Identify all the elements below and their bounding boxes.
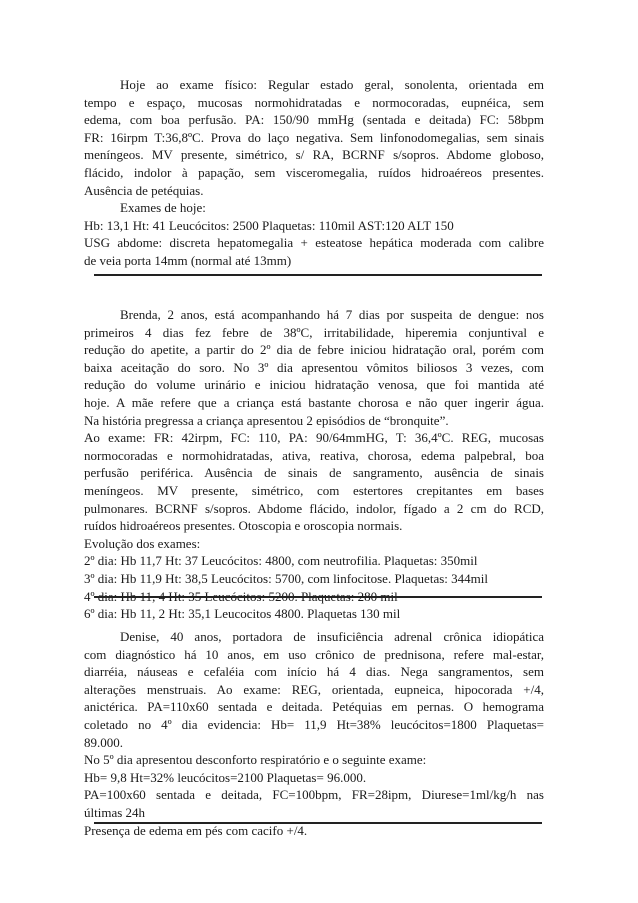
text-line: primeiros 4 dias fez febre de 38ºC, irritabilidade, hiperemia conjuntival e [84,324,544,340]
text-line: meníngeos. MV presente, simétrico, s/ RA, BCRNF s/sopros. Abdome globoso, [84,147,544,163]
text-line: redução do volume urinário e iniciou hidratação venosa, que foi mantida até [84,377,544,393]
text-line: Ao exame: FR: 42irpm, FC: 110, PA: 90/64mmHG, T: 36,4ºC. REG, mucosas [84,430,544,446]
text-line: 2º dia: Hb 11,7 Ht: 37 Leucócitos: 4800, com neutrofilia. Plaquetas: 350mil [84,553,478,569]
text-line: coletado no 4º dia evidencia: Hb= 11,9 Ht=38% leucócitos=1800 Plaquetas= [84,716,544,732]
text-line: 89.000. [84,734,123,750]
case-3-paragraph [84,628,544,839]
text-line: meníngeos. MV presente, simétrico, com estertores crepitantes em bases [84,482,544,498]
text-line: Denise, 40 anos, portadora de insuficiência adrenal crônica idiopática [120,629,544,644]
text-line: ruídos hidroaéreos presentes. Otoscopia e oroscopia normais. [84,518,403,534]
text-line: Hb= 9,8 Ht=32% leucócitos=2100 Plaquetas= 96.000. [84,769,367,785]
text-line: últimas 24h [84,804,146,820]
text-line: Evolução dos exames: [84,535,201,551]
section-divider [94,822,542,824]
section-divider [94,596,542,598]
text-line: anictérica. PA=110x60 sentada e deitada. Petéquias em pernas. O hemograma [84,699,544,715]
text-line: Exames de hoje: [120,200,206,216]
text-line: PA=100x60 sentada e deitada, FC=100bpm, FR=28ipm, Diurese=1ml/kg/h nas [84,787,544,803]
case-1-paragraph [84,76,544,270]
text-line: perfusão periférica. Ausência de sinais de sangramento, ausência de sinais [84,465,544,481]
text-line: baixa aceitação do soro. No 3º dia apresentou vômitos biliosos 3 vezes, com [84,359,544,375]
text-line: diarréia, náuseas e cefaléia com início há 4 dias. Nega sangramentos, sem [84,664,544,680]
text-line: pulmonares. BCRNF s/sopros. Abdome flácido, indolor, fígado a 2 cm do RCD, [84,500,544,516]
text-line: de veia porta 14mm (normal até 13mm) [84,252,292,268]
text-line: com diagnóstico há 10 anos, em uso crônico de prednisona, refere mal-estar, [84,646,544,662]
text-line: normocoradas e normohidratadas, ativa, reativa, chorosa, edema palpebral, boa [84,447,544,463]
text-line: Presença de edema em pés com cacifo +/4. [84,822,308,838]
text-line: No 5º dia apresentou desconforto respiratório e o seguinte exame: [84,752,427,768]
section-divider [94,274,542,276]
text-line: Ausência de petéquias. [84,182,204,198]
text-line: tempo e espaço, mucosas normohidratadas e normocoradas, eupnéica, sem [84,94,544,110]
text-line: flácido, indolor à papação, sem visceromegalia, ruídos hidroaéreos presentes. [84,164,544,180]
text-line: 3º dia: Hb 11,9 Ht: 38,5 Leucócitos: 5700, com linfocitose. Plaquetas: 344mil [84,570,488,586]
text-line: edema, com boa perfusão. PA: 150/90 mmHg (sentada e deitada) FC: 58bpm [84,112,544,128]
text-line: redução do apetite, a partir do 2º dia de febre iniciou hidratação oral, porém com [84,342,544,358]
text-line: Na história pregressa a criança apresentou 2 episódios de “bronquite”. [84,412,449,428]
text-line: Hb: 13,1 Ht: 41 Leucócitos: 2500 Plaquetas: 110mil AST:120 ALT 150 [84,217,454,233]
text-line: 6º dia: Hb 11, 2 Ht: 35,1 Leucocitos 4800. Plaquetas 130 mil [84,606,401,622]
text-line: Hoje ao exame físico: Regular estado geral, sonolenta, orientada em [120,77,544,92]
text-line: 4º dia: Hb 11, 4 Ht: 35 Leucócitos: 5200. Plaquetas: 280 mil [84,588,398,604]
text-line: FR: 16irpm T:36,8ºC. Prova do laço negativa. Sem linfonodomegalias, sem sinais [84,129,544,145]
text-line: alterações menstruais. Ao exame: REG, orientada, eupneica, hipocorada +/4, [84,681,544,697]
case-2-paragraph [84,306,544,623]
text-line: hoje. A mãe refere que a criança está bastante chorosa e não quer ingerir água. [84,394,544,410]
text-line: USG abdome: discreta hepatomegalia + esteatose hepática moderada com calibre [84,235,544,251]
text-line: Brenda, 2 anos, está acompanhando há 7 dias por suspeita de dengue: nos [120,307,544,322]
